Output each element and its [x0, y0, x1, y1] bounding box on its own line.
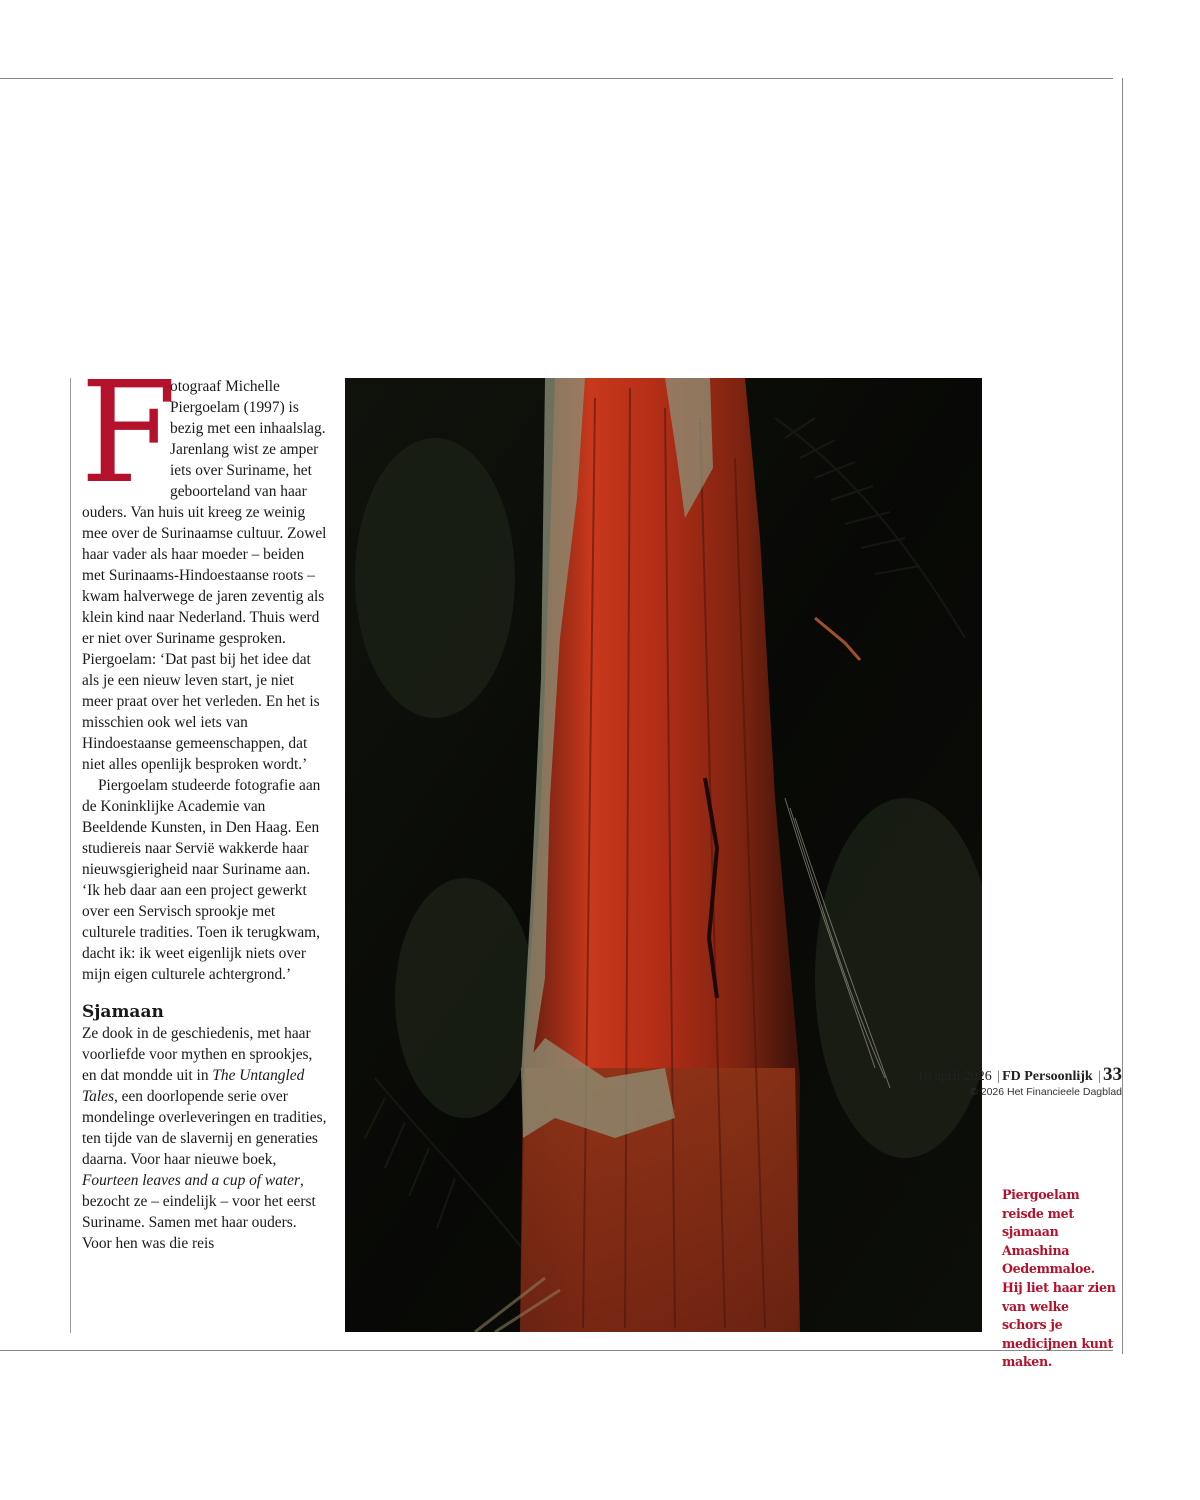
article-paragraph-2: Piergoelam studeerde fotografie aan de Koninklijke Academie van Beeldende Kunsten, in Den Haag. Een studiereis naar Servië wakkerde haar nieuwsgierigheid naar Suriname aan. ‘Ik heb daar aan een project gewerkt over een Servisch sprookje met culturele tradities. Toen ik terugkwam, dacht ik: ik weet eigenlijk niets over mijn eigen culturele achtergrond.’	[82, 777, 321, 983]
footer-separator: |	[1098, 1069, 1101, 1084]
drop-cap: F	[80, 352, 172, 515]
photo-caption: Piergoelam reisde met sjamaan Amashina Oedemmaloe. Hij liet haar zien van welke schors je medicijnen kunt maken.	[1002, 1187, 1116, 1370]
paragraph-text: Ze dook in de geschiedenis, met haar voorliefde voor mythen en sprookjes, en dat mondde uit in	[82, 1025, 313, 1084]
paragraph-text: , bezocht ze – eindelijk – voor het eerst Suriname. Samen met haar ouders. Voor hen was die reis	[82, 1172, 316, 1252]
book-title-fourteen-leaves: Fourteen leaves and a cup of water	[82, 1172, 300, 1189]
photo-illustration	[345, 378, 982, 1332]
article-paragraph-3	[82, 1023, 328, 1254]
copyright-notice: © 2026 Het Financieele Dagblad	[970, 1086, 1122, 1098]
subheading: Sjamaan	[82, 1002, 164, 1022]
article-column	[80, 352, 328, 1254]
footer-separator: |	[997, 1069, 1001, 1084]
issue-date: 18 april 2026	[917, 1069, 992, 1084]
top-rule	[0, 78, 1113, 79]
paragraph-text: , een doorlopende serie over mondelinge overleveringen en tradities, ten tijde van de slavernij en generaties daarna. Voor haar nieuwe boek,	[82, 1088, 327, 1168]
bottom-rule	[0, 1350, 1113, 1351]
column-rule	[70, 378, 71, 1333]
tree-bark-photo	[345, 378, 982, 1332]
book-title-untangled-tales: The Untangled Tales	[82, 1067, 305, 1105]
article-paragraph-1: otograaf Michelle Piergoelam (1997) is bezig met een inhaalslag. Jarenlang wist ze amper iets over Suriname, het geboorteland van haar ouders. Van huis uit kreeg ze weinig mee over de Surinaamse cultuur. Zowel haar vader als haar moeder – beiden met Surinaams-Hindoestaanse roots – kwam halverwege de jaren zeventig als klein kind naar Nederland. Thuis werd er niet over Suriname gesproken. Piergoelam: ‘Dat past bij het idee dat als je een nieuw leven start, je niet meer praat over het verleden. En het is misschien ook wel iets van Hindoestaanse gemeenschappen, dat niet alles openlijk besproken wordt.’	[82, 378, 327, 773]
publication-name: FD Persoonlijk	[1002, 1069, 1093, 1084]
page-number: 33	[1103, 1064, 1122, 1085]
right-margin-rule	[1122, 78, 1123, 1354]
page-footer	[917, 1064, 1122, 1086]
